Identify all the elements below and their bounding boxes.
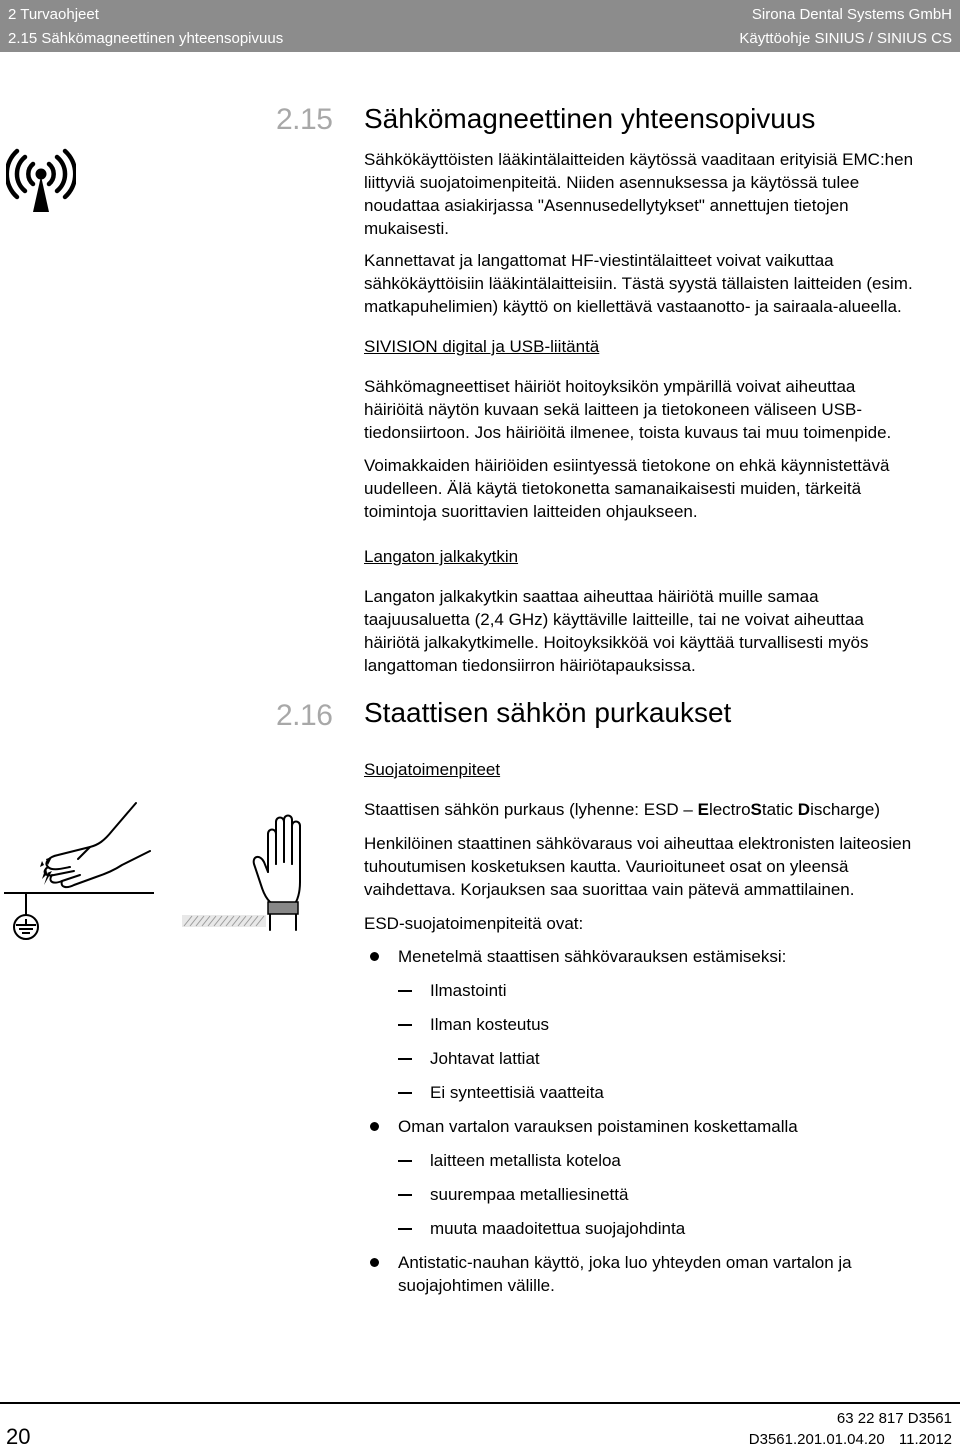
text-line: Voimakkaiden häiriöiden esiintyessä tietokone on ehkä käynnistettävä bbox=[364, 456, 890, 475]
bullet-text: Menetelmä staattisen sähkövarauksen estämiseksi: bbox=[398, 947, 787, 966]
esd-hand-ground-icon bbox=[4, 795, 154, 947]
document-code-date bbox=[749, 1431, 952, 1448]
text-line: tiedonsiirtoon. Jos häiriöitä ilmenee, toista kuvaus tai muu toimenpide. bbox=[364, 423, 892, 442]
text-line: Antistatic-nauhan käyttö, joka luo yhteyden oman vartalon ja bbox=[398, 1253, 852, 1272]
text-line: langattoman tiedonsiirron häiriötapauksissa. bbox=[364, 656, 696, 675]
text-line: Henkilöinen staattinen sähkövaraus voi aiheuttaa elektronisten laiteosien bbox=[364, 834, 912, 853]
text-span: Staattisen sähkön purkaus (lyhenne: ESD bbox=[364, 800, 684, 819]
dash-mark bbox=[398, 990, 412, 992]
paragraph-esd-damage bbox=[364, 832, 954, 901]
subheading-wireless-footswitch: Langaton jalkakytkin bbox=[364, 547, 519, 566]
text-line: Langaton jalkakytkin saattaa aiheuttaa häiriötä muille samaa bbox=[364, 587, 819, 606]
sub-item-text: Ilmastointi bbox=[430, 981, 507, 1000]
text-line: sähkökäyttöisiin lääkintälaitteisiin. Tästä syystä tällaisten laitteiden (esim. bbox=[364, 274, 913, 293]
header-chapter: 2 Turvaohjeet bbox=[8, 6, 99, 23]
text-line: Sähkömagneettiset häiriöt hoitoyksikön ympärillä voivat aiheuttaa bbox=[364, 377, 856, 396]
dash-mark bbox=[398, 1024, 412, 1026]
bullet-dot bbox=[370, 952, 379, 961]
dash-mark bbox=[398, 1228, 412, 1230]
header-company: Sirona Dental Systems GmbH bbox=[751, 6, 952, 23]
section-title: Staattisen sähkön purkaukset bbox=[364, 697, 732, 728]
dash-mark bbox=[398, 1092, 412, 1094]
dash-mark bbox=[398, 1160, 412, 1162]
paragraph-usb-interference bbox=[364, 375, 954, 444]
text-span: tatic bbox=[761, 800, 798, 819]
bullet-dot bbox=[370, 1258, 379, 1267]
text-line: suojajohtimen välille. bbox=[398, 1276, 555, 1295]
text-span: – bbox=[683, 800, 693, 819]
text-line: mukaisesti. bbox=[364, 219, 450, 238]
text-line: toimintoja suorittavien laitteiden ohjaukseen. bbox=[364, 502, 698, 521]
text-span-bold: E bbox=[697, 800, 709, 819]
page-number: 20 bbox=[6, 1424, 31, 1449]
paragraph-hf-devices bbox=[364, 249, 954, 318]
bullet-dot bbox=[370, 1122, 379, 1131]
header-section: 2.15 Sähkömagneettinen yhteensopivuus bbox=[8, 30, 284, 47]
document-number: 63 22 817 D3561 bbox=[836, 1410, 952, 1427]
paragraph-footswitch bbox=[364, 585, 954, 677]
bullet-text: Oman vartalon varauksen poistaminen koskettamalla bbox=[398, 1117, 798, 1136]
text-span-bold: D bbox=[797, 800, 811, 819]
paragraph-emc-intro bbox=[364, 148, 954, 240]
section-number: 2.16 bbox=[276, 699, 333, 732]
paragraph-esd-measures: ESD-suojatoimenpiteitä ovat: bbox=[364, 914, 584, 933]
text-line: Kannettavat ja langattomat HF-viestintälaitteet voivat vaikuttaa bbox=[364, 251, 834, 270]
subheading-protective-measures: Suojatoimenpiteet bbox=[364, 760, 501, 779]
non-ionizing-radiation-icon bbox=[6, 148, 76, 214]
dash-mark bbox=[398, 1058, 412, 1060]
text-span: lectro bbox=[708, 800, 751, 819]
text-line: uudelleen. Älä käytä tietokonetta samanaikaisesti muiden, tärkeitä bbox=[364, 479, 862, 498]
paragraph-esd-definition bbox=[364, 798, 954, 821]
footer-divider bbox=[0, 1402, 960, 1404]
page-header bbox=[0, 0, 960, 52]
sub-item-text: Ei synteettisiä vaatteita bbox=[430, 1083, 604, 1102]
text-line: liittyviä suojatoimenpiteitä. Niiden asennuksessa ja käytössä tulee bbox=[364, 173, 860, 192]
text-line: häiriöitä näytön kuvaan sekä laitteen ja tietokoneen väliseen USB- bbox=[364, 400, 863, 419]
sub-item-text: laitteen metallista koteloa bbox=[430, 1151, 621, 1170]
section-number: 2.15 bbox=[276, 103, 333, 136]
text-span-bold: S bbox=[750, 800, 762, 819]
sub-item-text: muuta maadoitettua suojajohdinta bbox=[430, 1219, 686, 1238]
text-line: matkapuhelimien) käyttö on kiellettävä vastaanotto- ja sairaala-alueella. bbox=[364, 297, 902, 316]
text-line: tuhoutumisen kosketuksen kautta. Vaurioituneet osat on yleensä bbox=[364, 857, 849, 876]
text-line: Sähkökäyttöisten lääkintälaitteiden käytössä vaaditaan erityisiä EMC:hen bbox=[364, 150, 914, 169]
paragraph-restart bbox=[364, 454, 954, 523]
text-line: häiriötä jalkakytkimelle. Hoitoyksikköä voi käyttää turvallisesti myös bbox=[364, 633, 869, 652]
dash-mark bbox=[398, 1194, 412, 1196]
text-line: taajuusaluetta (2,4 GHz) käyttäville laitteille, tai ne voivat aiheuttaa bbox=[364, 610, 864, 629]
section-title: Sähkömagneettinen yhteensopivuus bbox=[364, 103, 816, 134]
document-date: 11.2012 bbox=[898, 1431, 952, 1448]
text-line: noudattaa asiakirjassa "Asennusedellytykset" annettujen tietojen bbox=[364, 196, 849, 215]
sub-item-text: Johtavat lattiat bbox=[430, 1049, 540, 1068]
document-code: D3561.201.01.04.20 bbox=[748, 1431, 885, 1448]
header-manual: Käyttöohje SINIUS / SINIUS CS bbox=[739, 30, 952, 47]
bullet-text bbox=[398, 1251, 954, 1297]
sub-item-text: suurempaa metalliesinettä bbox=[430, 1185, 629, 1204]
text-span: ischarge) bbox=[810, 800, 880, 819]
sub-item-text: Ilman kosteutus bbox=[430, 1015, 550, 1034]
subheading-sivision: SIVISION digital ja USB-liitäntä bbox=[364, 337, 600, 356]
antistatic-wristband-icon bbox=[180, 812, 330, 932]
text-line: vaihdettava. Korjauksen saa suorittaa vain pätevä ammattilainen. bbox=[364, 880, 855, 899]
